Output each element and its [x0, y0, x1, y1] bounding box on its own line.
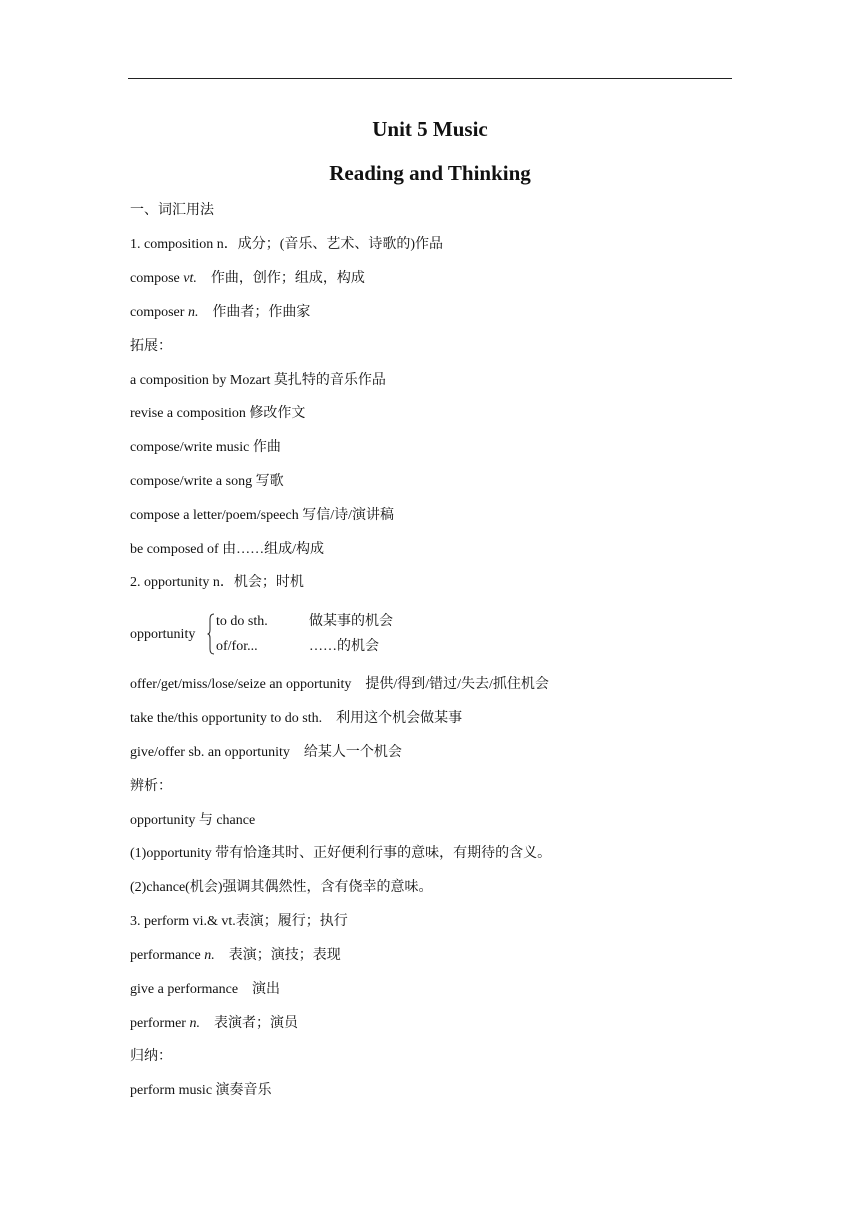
line-compose — [130, 270, 365, 288]
headword: compose — [130, 271, 184, 286]
definition: 作曲，创作；组成，构成 — [196, 271, 365, 286]
opportunity-row-en: to do sth. — [216, 614, 268, 629]
line-phrase-7: offer/get/miss/lose/seize an opportunity 提供/得到/错过/失去/抓住机会 — [130, 677, 549, 692]
definition: 表演；演技；表现 — [214, 948, 341, 963]
line-give-performance: give a performance 演出 — [130, 982, 281, 997]
line-perform-music: perform music 演奏音乐 — [130, 1083, 272, 1098]
line-section-heading: 一、词汇用法 — [130, 203, 214, 218]
part-of-speech: n. — [187, 305, 199, 320]
line-summary-label: 归纳： — [130, 1049, 172, 1064]
line-phrase-6: be composed of 由……组成/构成 — [130, 542, 325, 557]
line-phrase-5: compose a letter/poem/speech 写信/诗/演讲稿 — [130, 508, 394, 523]
opportunity-label: opportunity — [130, 627, 196, 642]
line-phrase-9: give/offer sb. an opportunity 给某人一个机会 — [130, 745, 402, 760]
line-phrase-2: revise a composition 修改作文 — [130, 406, 306, 421]
line-item-3: 3. perform vi.& vt.表演；履行；执行 — [130, 914, 348, 929]
opportunity-row-zh: 做某事的机会 — [309, 614, 393, 629]
part-of-speech: n. — [204, 948, 215, 963]
line-distinguish-label: 辨析： — [130, 779, 172, 794]
header-rule — [128, 78, 732, 79]
document-subtitle: Reading and Thinking — [329, 161, 531, 185]
line-performer — [130, 1015, 298, 1033]
line-phrase-8: take the/this opportunity to do sth. 利用这个机会做某事 — [130, 711, 463, 726]
headword: composer — [130, 305, 188, 320]
line-composer — [130, 304, 310, 322]
line-phrase-1: a composition by Mozart 莫扎特的音乐作品 — [130, 373, 386, 388]
line-performance — [130, 947, 341, 965]
definition: 表演者；演员 — [199, 1016, 298, 1031]
document-title: Unit 5 Music — [372, 117, 488, 141]
line-phrase-3: compose/write music 作曲 — [130, 440, 281, 455]
line-phrase-4: compose/write a song 写歌 — [130, 474, 284, 489]
definition: 作曲者；作曲家 — [198, 305, 311, 320]
part-of-speech: n. — [189, 1016, 200, 1031]
opportunity-row-en: of/for... — [216, 639, 258, 654]
headword: performance — [130, 948, 205, 963]
line-note-1: (1)opportunity 带有恰逢其时、正好便利行事的意味，有期待的含义。 — [130, 846, 552, 861]
line-item-1: 1. composition n．成分；(音乐、艺术、诗歌的)作品 — [130, 237, 444, 252]
headword: performer — [130, 1016, 190, 1031]
line-expand-label: 拓展： — [130, 339, 172, 354]
line-compare: opportunity 与 chance — [130, 813, 256, 828]
line-note-2: (2)chance(机会)强调其偶然性，含有侥幸的意味。 — [130, 880, 433, 895]
part-of-speech: vt. — [183, 271, 197, 286]
line-item-2: 2. opportunity n．机会；时机 — [130, 575, 304, 590]
opportunity-row-zh: ……的机会 — [309, 639, 379, 654]
brace-icon — [207, 613, 215, 655]
